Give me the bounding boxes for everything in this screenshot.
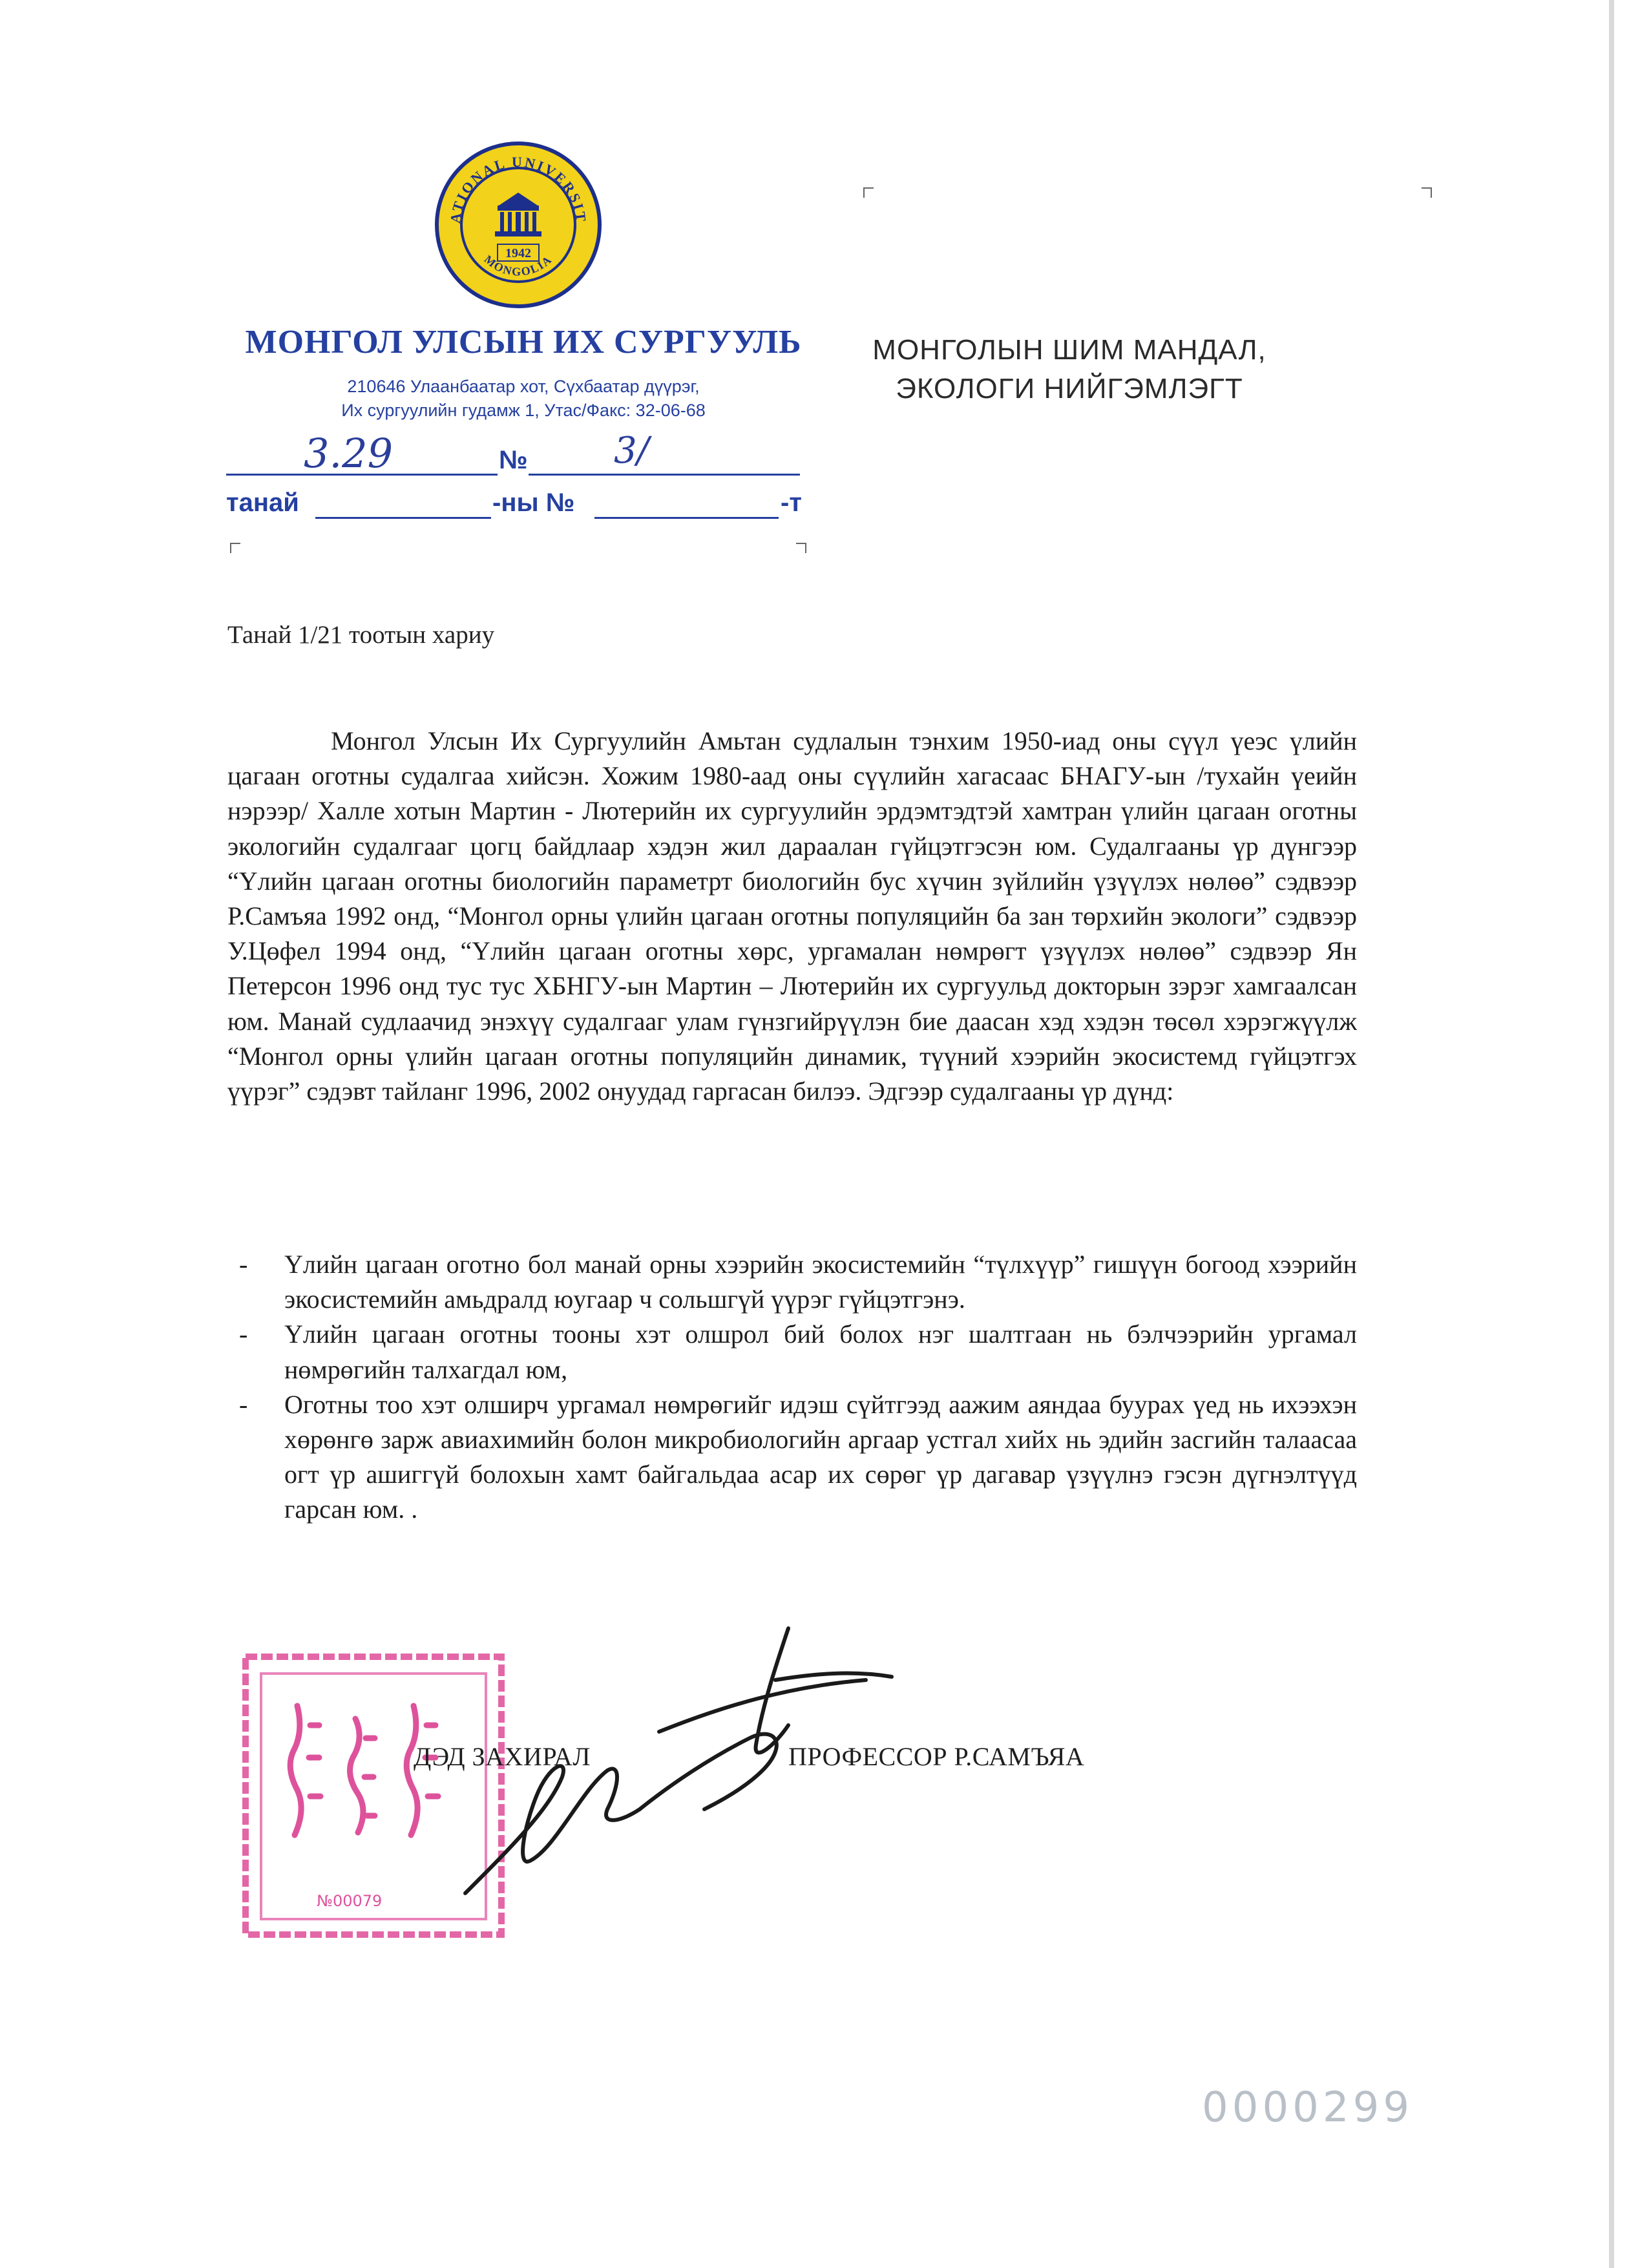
date-rule	[226, 474, 498, 476]
university-name: МОНГОЛ УЛСЫН ИХ СУРГУУЛЬ	[245, 324, 802, 361]
handwritten-date: 3.29	[304, 430, 394, 477]
ny-number-label: -ны №	[492, 488, 575, 517]
recipient-line-1: МОНГОЛЫН ШИМ МАНДАЛ,	[872, 334, 1266, 366]
tanai-rule	[315, 517, 491, 519]
signer-role: ДЭД ЗАХИРАЛ	[414, 1742, 591, 1771]
recipient-corner-mark	[1422, 187, 1432, 198]
ny-number-rule	[594, 517, 779, 519]
list-item-text: Үлийн цагаан оготно бол манай орны хээрийн экосистемийн “түлхүүр” гишүүн богоод хээрийн экосистемийн амьдралд юугаар ч сольшгүй үүрэг гүйцэтгэнэ.	[284, 1250, 1357, 1314]
list-item	[227, 1247, 1357, 1317]
svg-text:NATIONAL UNIVERSITY: ATIONAL UNIVERSIT	[446, 153, 590, 224]
bullet-marker: -	[239, 1250, 248, 1279]
stamp-number: №00079	[317, 1892, 383, 1910]
logo-year: 1942	[505, 246, 531, 260]
svg-text:MONGOLIA: MONGOLIA	[481, 252, 555, 278]
number-label: №	[499, 446, 528, 474]
bullet-marker: -	[239, 1389, 248, 1419]
scan-edge-shadow	[1609, 0, 1614, 2268]
signer-name: ПРОФЕССОР Р.САМЪЯА	[788, 1742, 1085, 1771]
handwritten-number: 3/	[614, 430, 649, 472]
recipient-line-2: ЭКОЛОГИ НИЙГЭМЛЭГТ	[896, 373, 1243, 404]
address-corner-mark	[796, 543, 806, 553]
recipient-block	[834, 331, 1305, 408]
tanai-label: танай	[226, 488, 299, 517]
document-serial-number: 0000299	[1202, 2084, 1414, 2132]
list-item-text: Оготны тоо хэт олширч ургамал нөмрөгийг идэш сүйтгээд аажим аяндаа буурах үед нь ихээхэн хөрөнгө зарж авиахимийн болон микробиологийн аргаар устгал хийх нь эдийн засгийн талаасаа огт үр ашиггүй болохын хамт байгальдаа асар их сөрөг үр дагавар үзүүлнэ гэсэн дүгнэлтүүд гарсан юм. .	[284, 1389, 1357, 1524]
address-line-1: 210646 Улаанбаатар хот, Сүхбаатар дүүрэг,	[347, 377, 700, 396]
reply-reference: Танай 1/21 тоотын хариу	[227, 621, 495, 649]
recipient-corner-mark	[863, 187, 874, 198]
findings-list	[227, 1247, 1357, 1528]
address-corner-mark	[230, 543, 240, 553]
university-seal-logo	[434, 141, 602, 309]
list-item-text: Үлийн цагаан оготны тооны хэт олшрол бий болох нэг шалтгаан нь бэлчээрийн ургамал нөмрөгийн талхагдал юм,	[284, 1319, 1357, 1384]
list-item	[227, 1317, 1357, 1387]
body-paragraph: Монгол Улсын Их Сургуулийн Амьтан судлалын тэнхим 1950-иад оны сүүл үеэс үлийн цагаан оготны судалгаа хийсэн. Хожим 1980-аад оны сүүлийн хагасаас БНАГУ-ын /тухайн үеийн нэрээр/ Халле хотын Мартин - Лютерийн их сургуулийн эрдэмтэдтэй хамтран үлийн цагаан оготны экологийн судалгааг цогц байдлаар хэдэн жил дараалан гүйцэтгэсэн юм. Судалгааны үр дүнгээр “Үлийн цагаан оготны биологийн параметрт биологийн бус хүчин зүйлийн үзүүлэх нөлөө” сэдвээр Р.Самъяа 1992 онд, “Монгол орны үлийн цагаан оготны популяцийн ба зан төрхийн экологи” сэдвээр У.Цөфел 1994 онд, “Үлийн цагаан оготны хөрс, ургамалан нөмрөгт үзүүлэх нөлөө” сэдвээр Ян Петерсон 1996 онд тус тус ХБНГУ-ын Мартин – Лютерийн их сургуульд докторын зэрэг хамгаалсан юм. Манай судлаачид энэхүү судалгааг улам гүнзгийрүүлэн бие даасан хэд хэдэн төсөл хэрэгжүүлж “Монгол орны үлийн цагаан оготны популяцийн динамик, түүний хээрийн экосистемд гүйцэтгэх үүрэг” сэдэвт тайланг 1996, 2002 онуудад гаргасан билээ. Эдгээр судалгааны үр дүнд:	[227, 726, 1357, 1106]
number-rule	[529, 474, 800, 476]
t-suffix-label: -т	[781, 488, 802, 517]
handwritten-signature	[426, 1615, 956, 1926]
list-item	[227, 1387, 1357, 1528]
address-line-2: Их сургуулийн гудамж 1, Утас/Факс: 32-06-68	[341, 401, 706, 420]
bullet-marker: -	[239, 1319, 248, 1349]
